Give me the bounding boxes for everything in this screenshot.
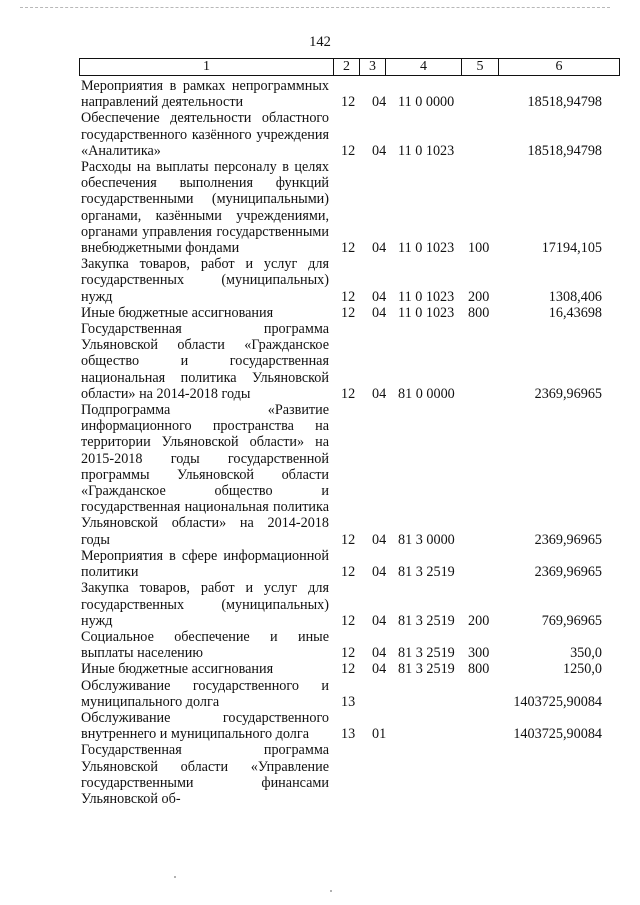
table-row	[0, 110, 640, 159]
row-section: 12	[341, 304, 356, 321]
row-description: Обслуживание государственного и муниципального долга	[81, 677, 329, 710]
table-row	[0, 402, 640, 548]
row-subsection: 04	[372, 304, 387, 321]
row-target-item: 81 3 0000	[398, 531, 455, 548]
header-col-1: 1	[79, 58, 334, 76]
row-target-item: 11 0 1023	[398, 240, 455, 257]
row-target-item: 11 0 1023	[398, 304, 455, 321]
row-target-item: 11 0 0000	[398, 94, 455, 111]
row-subsection: 04	[372, 385, 387, 402]
row-section: 12	[341, 531, 356, 548]
row-subsection: 04	[372, 94, 387, 111]
table-row	[0, 629, 640, 661]
table-body	[0, 78, 640, 807]
row-amount: 2369,96965	[534, 385, 602, 402]
row-description: Иные бюджетные ассигнования	[81, 304, 274, 321]
row-amount: 1250,0	[562, 661, 602, 678]
row-description: Иные бюджетные ассигнования	[81, 661, 274, 678]
table-row	[0, 159, 640, 256]
row-section: 12	[341, 661, 356, 678]
row-amount: 1308,406	[548, 288, 602, 305]
row-section: 12	[341, 564, 356, 581]
row-section: 13	[341, 726, 356, 743]
row-description: Государственная программа Ульяновской области «Гражданское общество и государственная национальная политика Ульяновской области» на 2014-2018 годы	[81, 321, 329, 402]
row-section: 12	[341, 385, 356, 402]
row-target-item: 11 0 1023	[398, 288, 455, 305]
table-row	[0, 321, 640, 402]
row-target-item: 81 3 2519	[398, 645, 455, 662]
row-subsection: 04	[372, 288, 387, 305]
row-description: Социальное обеспечение и иные выплаты населению	[81, 628, 329, 662]
row-amount: 16,43698	[548, 304, 602, 321]
row-expense-type: 200	[468, 612, 490, 629]
row-expense-type: 200	[468, 288, 490, 305]
row-section: 12	[341, 612, 356, 629]
row-section: 13	[341, 693, 356, 710]
row-target-item: 81 0 0000	[398, 385, 455, 402]
row-description: Мероприятия в рамках непрограммных направлений деятельности	[81, 78, 329, 111]
table-row	[0, 548, 640, 580]
row-amount: 17194,105	[541, 240, 602, 257]
table-row	[0, 305, 640, 321]
row-expense-type: 800	[468, 661, 490, 678]
row-target-item: 81 3 2519	[398, 612, 455, 629]
scan-top-edge	[20, 7, 610, 8]
row-description: Обеспечение деятельности областного государственного казённого учреждения «Аналитика»	[81, 110, 329, 159]
row-amount: 769,96965	[541, 612, 602, 629]
row-section: 12	[341, 240, 356, 257]
row-amount: 1403725,90084	[513, 726, 602, 743]
row-section: 12	[341, 645, 356, 662]
row-expense-type: 100	[468, 240, 490, 257]
row-subsection: 04	[372, 240, 387, 257]
row-subsection: 04	[372, 564, 387, 581]
row-target-item: 11 0 1023	[398, 142, 455, 159]
row-amount: 2369,96965	[534, 564, 602, 581]
row-subsection: 04	[372, 661, 387, 678]
header-col-4: 4	[385, 58, 462, 76]
row-description: Обслуживание государственного внутреннего и муниципального долга	[81, 709, 329, 743]
row-description: Подпрограмма «Развитие информационного пространства на территории Ульяновской области» на 2015-2018 годы государственной программы Ульяновской области «Гражданское общество и государственная национальная политика Ульяновской области» на 2014-2018 годы	[81, 402, 329, 548]
row-description: Расходы на выплаты персоналу в целях обеспечения выполнения функций государственными (муниципальными) органами, казёнными учреждениями, органами управления государственными внебюджетными фондами	[81, 159, 329, 257]
row-section: 12	[341, 288, 356, 305]
table-row	[0, 78, 640, 110]
row-description: Мероприятия в сфере информационной политики	[81, 547, 329, 581]
header-col-2: 2	[333, 58, 360, 76]
row-expense-type: 800	[468, 304, 490, 321]
table-row	[0, 742, 640, 807]
header-col-5: 5	[461, 58, 499, 76]
row-amount: 350,0	[570, 645, 602, 662]
row-target-item: 81 3 2519	[398, 564, 455, 581]
row-subsection: 04	[372, 612, 387, 629]
table-row	[0, 678, 640, 710]
scan-speck	[174, 876, 176, 878]
row-description: Закупка товаров, работ и услуг для государственных (муниципальных) нужд	[81, 256, 329, 305]
table-row	[0, 710, 640, 742]
row-subsection: 01	[372, 726, 387, 743]
table-row	[0, 661, 640, 677]
row-amount: 1403725,90084	[513, 693, 602, 710]
row-amount: 2369,96965	[534, 531, 602, 548]
row-amount: 18518,94798	[527, 142, 602, 159]
row-expense-type: 300	[468, 645, 490, 662]
table-row	[0, 580, 640, 629]
row-subsection: 04	[372, 531, 387, 548]
row-amount: 18518,94798	[527, 94, 602, 111]
row-description: Государственная программа Ульяновской области «Управление государственными финансами Ульяновской об-	[81, 742, 329, 807]
scan-speck	[330, 890, 332, 892]
table-row	[0, 256, 640, 305]
row-description: Закупка товаров, работ и услуг для государственных (муниципальных) нужд	[81, 580, 329, 629]
row-section: 12	[341, 142, 356, 159]
page-number: 142	[309, 34, 331, 50]
header-col-6: 6	[498, 58, 620, 76]
row-target-item: 81 3 2519	[398, 661, 455, 678]
header-col-3: 3	[359, 58, 386, 76]
row-subsection: 04	[372, 142, 387, 159]
row-subsection: 04	[372, 645, 387, 662]
row-section: 12	[341, 94, 356, 111]
